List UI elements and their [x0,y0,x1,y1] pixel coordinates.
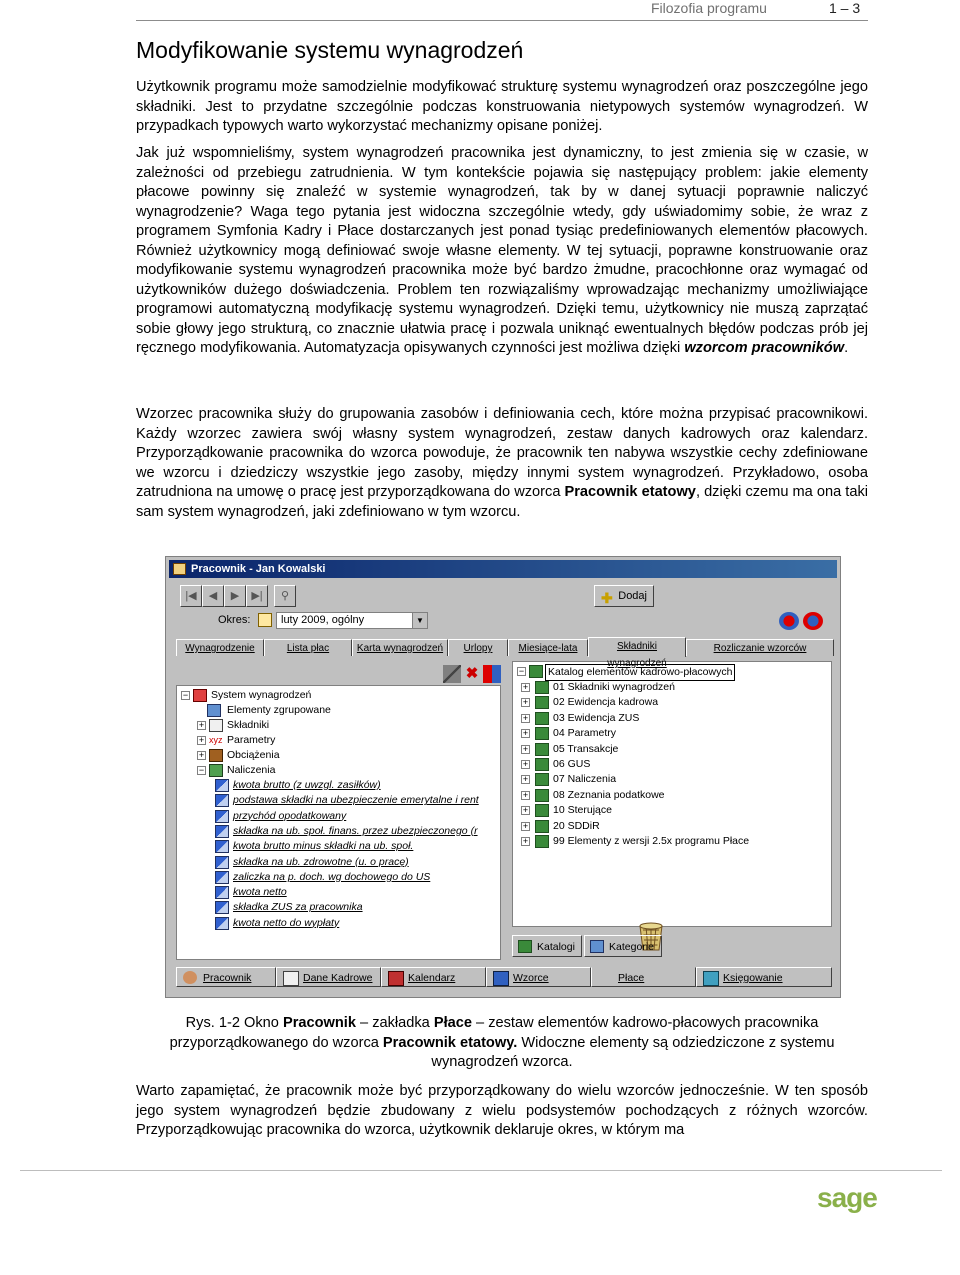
last-record-icon[interactable]: ▶| [246,585,268,607]
sage-logo: sage [817,1182,877,1213]
expand-icon[interactable]: + [198,720,205,730]
bottom-tab-label: Dane Kadrowe [303,972,373,984]
bottom-tab-pracownik[interactable] [176,967,276,987]
tree-item-label: składka na ub. zdrowotne (u. o pracę) [233,855,409,868]
collapse-icon[interactable]: − [518,666,525,676]
period-value: luty 2009, ogólny [281,614,365,626]
move-icon[interactable] [483,665,501,683]
tree-item-label: składka ZUS za pracownika [233,901,363,914]
catalog-book-icon [535,758,549,771]
bottom-tab-label: Płace [618,972,645,984]
tab-lista-plac[interactable]: Lista płac [264,639,352,656]
add-button[interactable] [594,585,654,607]
tab-karta-wynagrodzen[interactable]: Karta wynagrodzeń [352,639,448,656]
navigate-right-icon[interactable] [803,612,823,630]
catalog-book-icon [535,743,549,756]
catalog-tree-panel [512,661,832,927]
expand-icon[interactable]: + [198,750,205,760]
caption-text: Rys. 1-2 Okno [185,1015,283,1031]
bottom-tab-dane-kadrowe[interactable] [276,967,381,987]
catalog-book-icon [535,681,549,694]
catalog-book-icon [535,804,549,817]
bottom-tab-wzorce[interactable] [486,967,591,987]
footer-rule [20,1170,942,1171]
categories-button[interactable] [584,935,662,957]
caption-bold: Pracownik etatowy. [382,1034,518,1051]
add-button-label: Dodaj [618,590,647,602]
filter-icon[interactable]: ⚲ [274,585,296,607]
collapse-icon[interactable]: − [182,690,189,700]
catalog-book-icon [535,712,549,725]
catalogs-button[interactable] [512,935,582,957]
paragraph-3-text: Wzorzec pracownika służy do grupowania zasobów i definiowania cech, które można przypisać pracownikowi. Każdy wzorzec zawiera swój własny system wynagrodzeń, zestaw danych kadrowych oraz kalendarz. Przyporządkowanie pracownika do wzorca powoduje, że pracownik ten nabywa wszystkie cechy zdefiniowane we wzorcu i dziedziczy wszystkie jego zasoby, między innymi system wynagrodzeń. Przykładowo, osoba zatrudniona na umowę o pracę jest przyporządkowana do wzorca [136,406,868,500]
catalog-item-label: 20 SDDiR [553,819,600,832]
element-icon [215,840,229,853]
delete-icon[interactable]: ✖ [465,665,479,682]
catalog-item-label: 04 Parametry [553,727,617,740]
element-icon [215,871,229,884]
element-icon [215,810,229,823]
collapse-icon[interactable]: − [198,765,205,775]
caption-text: Widoczne elementy są odziedziczone z systemu wynagrodzeń wzorca. [431,1034,835,1070]
caption-text: – zakładka [355,1015,434,1031]
tree-group-label: Naliczenia [227,764,276,776]
catalog-book-icon [535,696,549,709]
expand-icon[interactable]: + [522,774,529,785]
expand-icon[interactable]: + [522,712,529,723]
first-record-icon[interactable]: |◀ [180,585,202,607]
bottom-tab-label: Wzorce [513,972,549,984]
tools-icon[interactable] [443,665,461,683]
catalog-item-label: 02 Ewidencja kadrowa [553,696,659,709]
element-icon [215,886,229,899]
navigate-left-icon[interactable] [779,612,799,630]
prev-record-icon[interactable]: ◀ [202,585,224,607]
tree-item-label: podstawa składki na ubezpieczenie emerytalne i rent [233,794,479,807]
parameters-icon: xyz [209,735,223,745]
expand-icon[interactable]: + [522,759,529,769]
paragraph-2-text: Jak już wspomnieliśmy, system wynagrodzeń pracownika jest dynamiczny, to jest zmienia się w czasie, w zależności od przebiegu zatrudnienia. W tym kontekście pojawia się następujący problem: jakie elementy płacowe powinny się znaleźć w systemie wynagrodzeń, tak by w danej sytuacji poprawnie naliczyć wynagrodzenie? Waga tego pytania jest widoczna szczególnie wtedy, gdy uświadomimy sobie, że wraz z programem Symfonia Kadry i Płace dostarczanych jest ponad tysiąc predefiniowanych elementów płacowych. Również użytkownicy mogą definiować swoje własne elementy. W tej sytuacji, poprawne konstruowanie oraz modyfikowanie systemu wynagrodzeń pracownika może być bardzo żmudne, pracochłonne oraz wymagać od użytkowników dużego doświadczenia. Problem ten rozwiązaliśmy wprowadzając mechanizmy umożliwiające programowi automatyczną modyfikację systemu wynagrodzeń. Dzięki temu, użytkownicy nie muszą zaprzątać sobie głowy jego strukturą, co znacznie ułatwia pracę i pozwala uniknąć ewentualnych błędów podczas prób jej ręcznego modyfikowania. Automatyzacja opisywanych czynności jest możliwa dzięki [136,145,868,356]
expand-icon[interactable]: + [522,836,529,846]
catalog-item-label: 08 Zeznania podatkowe [553,788,665,801]
tree-item-label: kwota brutto (z uwzgl. zasiłków) [233,779,381,791]
expand-icon[interactable]: + [522,743,529,754]
window-title: Pracownik - Jan Kowalski [191,563,326,575]
caption-text: – zestaw elementów kadrowo-płacowych pracownika przyporządkowanego do wzorca [169,1015,819,1051]
catalog-item-label: 05 Transakcje [553,742,619,755]
tree-item-label: kwota netto do wypłaty [233,916,340,929]
bottom-tab-kalendarz[interactable] [381,967,486,987]
catalog-item-label: 99 Elementy z wersji 2.5x programu Płace [553,835,750,847]
window-icon [173,563,186,575]
element-icon [215,825,229,838]
expand-icon[interactable]: + [522,697,529,708]
header-rule [136,20,868,21]
paragraph-2-end: . [844,340,849,356]
caption-bold: Płace [433,1015,472,1031]
tree-item-label: przychód opodatkowany [233,809,347,822]
catalog-book-icon [535,789,549,802]
element-icon [215,779,229,792]
catalog-item-label: 01 Składniki wynagrodzeń [553,681,675,693]
window-titlebar[interactable] [169,560,837,578]
period-select[interactable] [276,612,428,629]
paragraph-4: Warto zapamiętać, że pracownik może być przyporządkowany do wielu wzorców jednocześnie. W ten sposób jego system wynagrodzeń będzie zbudowany z wielu podsystemów pochodzących z różnych wzorców. Przyporządkowując pracownika do wzorca, użytkownik deklaruje okres, w którym ma [136,1083,868,1138]
document-icon [209,719,223,732]
tab-wynagrodzenie[interactable]: Wynagrodzenie [176,639,264,656]
bottom-tab-label: Księgowanie [723,972,783,984]
catalog-book-icon [535,773,549,786]
element-icon [215,794,229,807]
tree-root-label: System wynagrodzeń [211,689,312,701]
next-record-icon[interactable]: ▶ [224,585,246,607]
catalog-book-icon [529,665,543,678]
tab-urlopy[interactable]: Urlopy [448,639,508,656]
catalog-book-icon [535,727,549,740]
paragraph-2 [136,144,868,359]
period-label: Okres: [218,614,251,626]
tree-group-label: Obciążenia [227,749,280,761]
paragraph-3-bold: Pracownik etatowy [564,484,696,500]
caption-bold: Pracownik [282,1015,356,1031]
header-section: Filozofia programu [651,0,767,16]
system-tree-panel [176,685,501,960]
expand-icon[interactable]: + [522,820,529,831]
weight-icon [209,749,223,762]
categories-label: Kategorie [609,941,654,953]
catalogs-label: Katalogi [537,941,575,953]
expand-icon[interactable]: + [522,789,529,800]
add-icon: ✚ [601,590,613,606]
group-icon [207,704,221,717]
paragraph-3 [136,405,868,522]
catalog-book-icon [535,820,549,833]
tab-skladniki-wynagrodzen[interactable]: Składniki wynagrodzeń [588,637,686,657]
bottom-tab-label: Kalendarz [408,972,456,984]
catalog-book-icon [535,835,549,848]
catalog-root-label: Katalog elementów kadrowo-płacowych [545,664,735,681]
element-icon [215,917,229,930]
element-icon [215,856,229,869]
expand-icon[interactable]: + [522,805,529,816]
expand-icon[interactable]: + [198,735,205,745]
header-page-number: 1 – 3 [829,0,861,16]
top-tabs [176,637,832,669]
tree-group-label: Parametry [227,734,276,746]
tree-item-label: kwota brutto minus składki na ub. społ. [233,840,414,853]
tab-miesiace-lata[interactable]: Miesiące-lata [508,639,588,656]
paragraph-2-emphasis: wzorcom pracowników [684,340,845,356]
catalog-item-label: 06 GUS [553,758,591,770]
paragraph-3-end: , dzięki czemu ma ona taki sam system wynagrodzeń, jaki zdefiniowano w tym wzorcu. [136,484,868,520]
categories-icon [590,940,604,953]
ledger-icon [703,971,719,986]
element-icon [215,901,229,914]
tree-item-label: zaliczka na p. doch. wg dochowego do US [233,870,431,883]
system-icon [193,689,207,702]
tree-group-label: Elementy zgrupowane [227,704,331,716]
tree-item-label: kwota netto [233,886,287,899]
pracownik-window [165,556,841,998]
paragraph-1: Użytkownik programu może samodzielnie modyfikować strukturę systemu wynagrodzeń oraz poszczególne jego składniki. Jest to przydatne szczególnie podczas konstruowania nietypowych systemów wynagrodzeń. W przypadkach typowych warto wykorzystać mechanizmy opisane poniżej. [136,79,868,134]
calculation-icon [209,764,223,777]
tab-rozliczanie-wzorcow[interactable]: Rozliczanie wzorców [686,639,834,656]
page-title: Modyfikowanie systemu wynagrodzeń [136,37,524,63]
bottom-tab-label: Pracownik [203,972,252,984]
catalog-item-label: 03 Ewidencja ZUS [553,711,640,724]
bottom-tab-ksiegowanie[interactable] [696,967,832,987]
bottom-tab-place[interactable] [591,967,696,987]
expand-icon[interactable]: + [522,682,529,692]
template-icon [493,971,509,986]
document-icon [283,971,299,986]
tree-group-label: Składniki [227,719,270,731]
chevron-down-icon[interactable]: ▼ [412,613,427,628]
calendar-icon [388,971,404,986]
tree-item-label: składka na ub. społ. finans. przez ubezpieczonego (r [233,824,478,837]
catalog-item-label: 07 Naliczenia [553,773,617,786]
catalog-item-label: 10 Sterujące [553,804,612,817]
figure-caption [136,1014,868,1073]
expand-icon[interactable]: + [522,728,529,739]
catalog-book-icon [518,940,532,953]
calendar-book-icon [258,613,272,627]
person-icon [183,971,197,984]
